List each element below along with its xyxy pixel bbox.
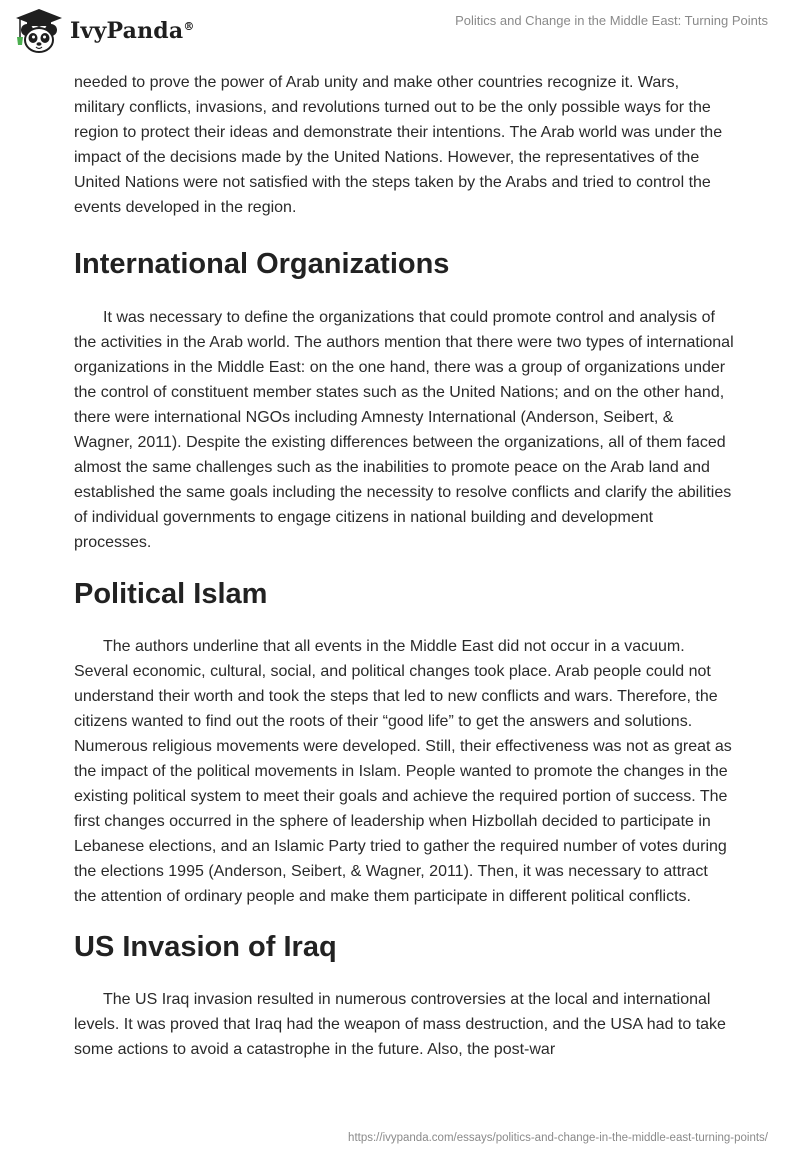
registered-mark: ® xyxy=(183,20,195,33)
section-paragraph-us-invasion-of-iraq: The US Iraq invasion resulted in numerous controversies at the local and international levels. It was proved that Iraq had the weapon of mass destruction, and the USA had to take some actions to avoid a catastrophe in the future. Also, the post-war xyxy=(74,991,726,1058)
document-title: Politics and Change in the Middle East: Turning Points xyxy=(455,13,768,28)
panda-graduate-icon xyxy=(14,7,64,55)
source-url[interactable]: https://ivypanda.com/essays/politics-and-change-in-the-middle-east-turning-points/ xyxy=(348,1132,768,1144)
logo-wordmark xyxy=(70,18,195,44)
section-heading-international-organizations: International Organizations xyxy=(74,248,450,280)
section-paragraph-international-organizations: It was necessary to define the organizations that could promote control and analysis of the activities in the Arab world. The authors mention that there were two types of international organizations in the Middle East: on the one hand, there was a group of organizations under the control of constituent member states such as the United Nations; and on the other hand, there were international NGOs including Amnesty International (Anderson, Seibert, & Wagner, 2011). Despite the existing differences between the organizations, all of them faced almost the same challenges such as the inabilities to promote peace on the Arab land and established the same goals including the necessity to resolve conflicts and clarify the abilities of individual governments to engage citizens in national building and development processes. xyxy=(74,309,734,551)
section-heading-political-islam: Political Islam xyxy=(74,578,268,610)
page-header xyxy=(0,0,800,64)
ivypanda-logo[interactable] xyxy=(14,6,195,56)
section-heading-us-invasion-of-iraq: US Invasion of Iraq xyxy=(74,931,337,963)
essay-content xyxy=(74,70,734,1062)
logo-text: IvyPanda xyxy=(70,18,184,44)
section-paragraph-political-islam: The authors underline that all events in the Middle East did not occur in a vacuum. Several economic, cultural, social, and political changes took place. Arab people could not understand their worth and took the steps that led to new conflicts and wars. Therefore, the citizens wanted to find out the roots of their “good life” to get the answers and solutions. Numerous religious movements were developed. Still, their effectiveness was not as great as the impact of the political movements in Islam. People wanted to promote the changes in the existing political system to meet their goals and achieve the required portion of success. The first changes occurred in the sphere of leadership when Hizbollah decided to participate in Lebanese elections, and an Islamic Party tried to gather the required number of votes during the elections 1995 (Anderson, Seibert, & Wagner, 2011). Then, it was necessary to attract the attention of ordinary people and make them participate in different political conflicts. xyxy=(74,638,732,905)
intro-paragraph: needed to prove the power of Arab unity and make other countries recognize it. Wars, military conflicts, invasions, and revolutions turned out to be the only possible ways for the region to protect their ideas and demonstrate their intentions. The Arab world was under the impact of the decisions made by the United Nations. However, the representatives of the United Nations were not satisfied with the steps taken by the Arabs and tried to control the events developed in the region. xyxy=(74,74,723,216)
